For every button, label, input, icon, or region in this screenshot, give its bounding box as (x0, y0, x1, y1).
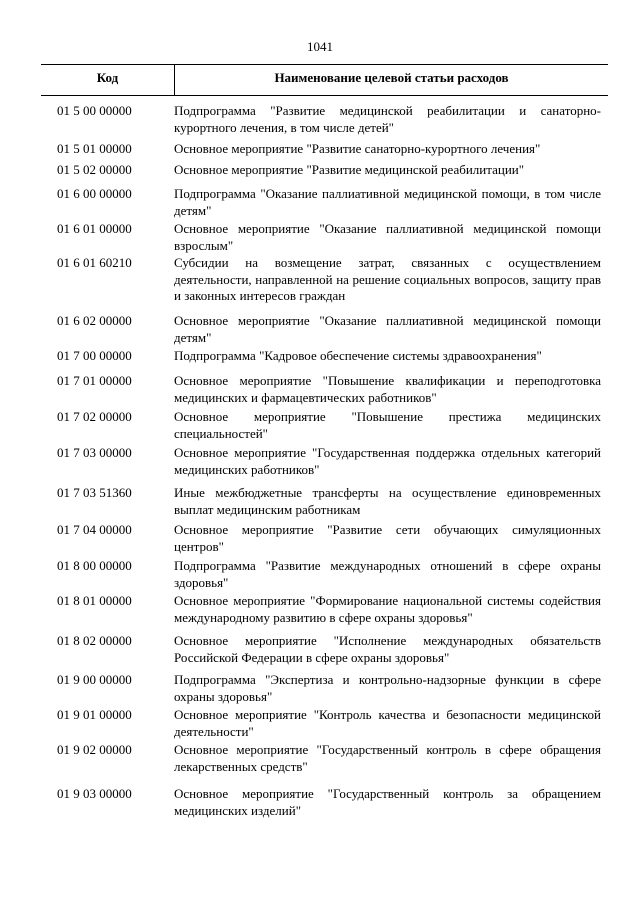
row-name: Подпрограмма "Кадровое обеспечение системы здравоохранения" (174, 348, 542, 363)
row-code: 01 7 04 00000 (57, 522, 132, 537)
row-name: Основное мероприятие "Государственный контроль за обращением медицинских изделий" (174, 786, 601, 818)
row-name: Основное мероприятие "Оказание паллиативной медицинской помощи взрослым" (174, 221, 601, 253)
row-name: Основное мероприятие "Развитие санаторно-курортного лечения" (174, 141, 541, 156)
row-code: 01 7 01 00000 (57, 373, 132, 388)
row-name: Основное мероприятие "Оказание паллиативной медицинской помощи детям" (174, 313, 601, 345)
row-name: Основное мероприятие "Развитие медицинской реабилитации" (174, 162, 525, 177)
row-code: 01 9 03 00000 (57, 786, 132, 801)
row-code: 01 8 01 00000 (57, 593, 132, 608)
row-code: 01 5 01 00000 (57, 141, 132, 156)
row-name: Подпрограмма "Экспертиза и контрольно-надзорные функции в сфере охраны здоровья" (174, 672, 601, 704)
row-code: 01 7 03 00000 (57, 445, 132, 460)
row-name: Основное мероприятие "Повышение престижа медицинских специальностей" (174, 409, 601, 441)
row-name: Основное мероприятие "Государственная поддержка отдельных категорий медицинских работников" (174, 445, 601, 477)
row-code: 01 8 02 00000 (57, 633, 132, 648)
row-name: Основное мероприятие "Контроль качества и безопасности медицинской деятельности" (174, 707, 601, 739)
row-code: 01 9 00 00000 (57, 672, 132, 687)
row-code: 01 9 01 00000 (57, 707, 132, 722)
row-code: 01 5 00 00000 (57, 103, 132, 118)
row-code: 01 5 02 00000 (57, 162, 132, 177)
row-code: 01 7 02 00000 (57, 409, 132, 424)
row-name: Основное мероприятие "Развитие сети обучающих симуляционных центров" (174, 522, 601, 554)
row-name: Основное мероприятие "Государственный контроль в сфере обращения лекарственных средств" (174, 742, 601, 774)
row-name: Основное мероприятие "Повышение квалификации и переподготовка медицинских и фармацевтических работников" (174, 373, 601, 405)
row-code: 01 9 02 00000 (57, 742, 132, 757)
page-number: 1041 (307, 39, 333, 54)
row-code: 01 6 01 00000 (57, 221, 132, 236)
table-header (41, 64, 608, 96)
header-name: Наименование целевой статьи расходов (274, 70, 509, 85)
row-code: 01 6 00 00000 (57, 186, 132, 201)
header-code: Код (41, 65, 175, 95)
row-code: 01 7 00 00000 (57, 348, 132, 363)
row-name: Основное мероприятие "Формирование национальной системы содействия международному развитию в сфере охраны здоровья" (174, 593, 601, 625)
row-code: 01 6 02 00000 (57, 313, 132, 328)
row-name: Иные межбюджетные трансферты на осуществление единовременных выплат медицинским работникам (174, 485, 601, 517)
row-name: Подпрограмма "Оказание паллиативной медицинской помощи, в том числе детям" (174, 186, 601, 218)
row-code: 01 8 00 00000 (57, 558, 132, 573)
row-name: Подпрограмма "Развитие медицинской реабилитации и санаторно-курортного лечения, в том числе детей" (174, 103, 601, 135)
row-name: Субсидии на возмещение затрат, связанных с осуществлением деятельности, направленной на решение социальных вопросов, защиту прав и законных интересов граждан (174, 255, 601, 303)
row-code: 01 7 03 51360 (57, 485, 132, 500)
row-code: 01 6 01 60210 (57, 255, 132, 270)
row-name: Подпрограмма "Развитие международных отношений в сфере охраны здоровья" (174, 558, 601, 590)
row-name: Основное мероприятие "Исполнение международных обязательств Российской Федерации в сфере охраны здоровья" (174, 633, 601, 665)
